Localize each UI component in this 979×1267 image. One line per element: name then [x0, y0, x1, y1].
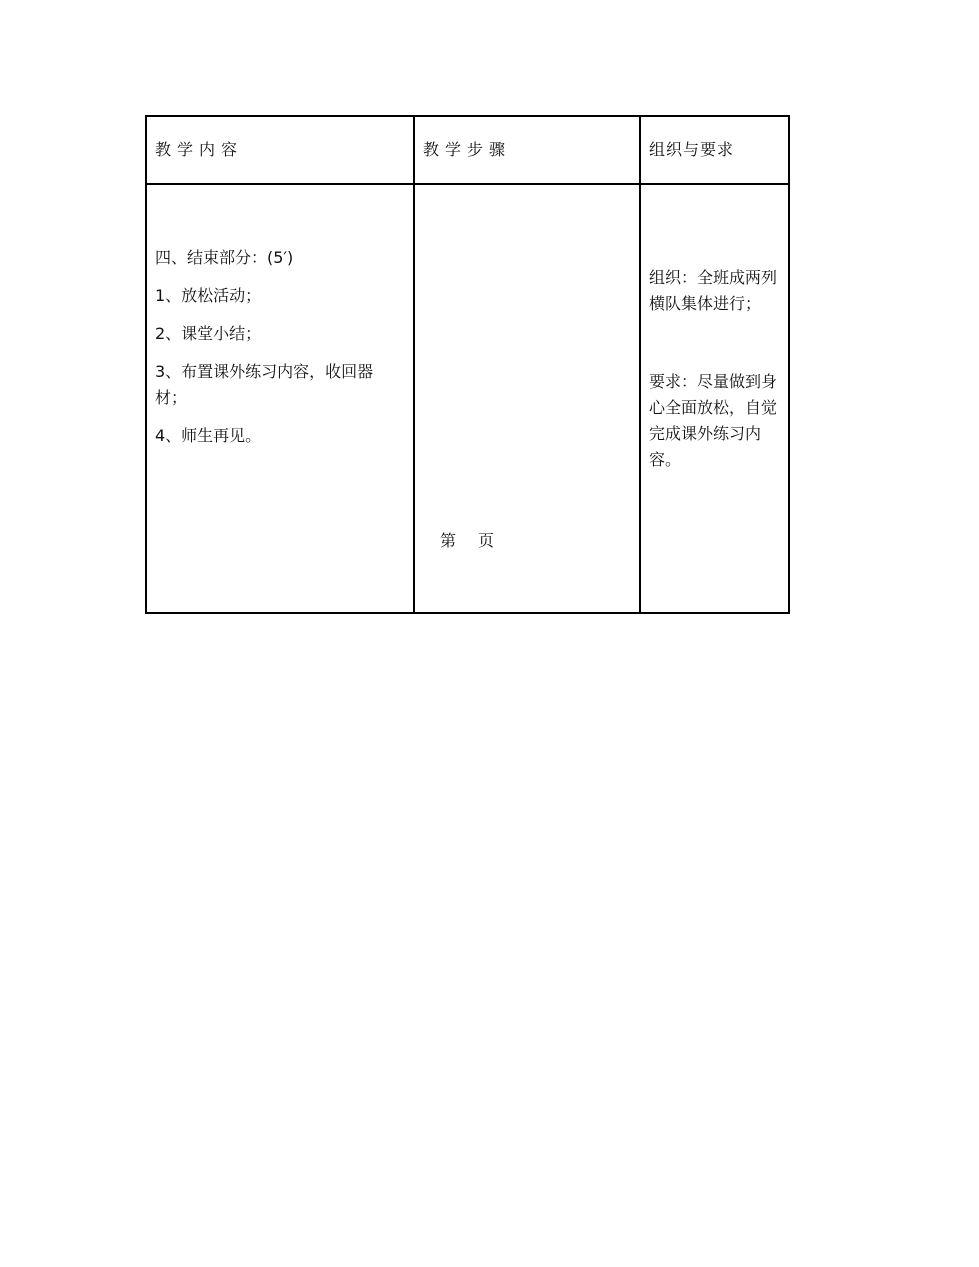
header-content-label: 教学内容 [155, 140, 244, 159]
page-footer [440, 530, 516, 552]
header-cell-organization [640, 116, 789, 184]
content-line: 四、结束部分：(5′) [155, 248, 294, 267]
table-header-row [146, 116, 789, 184]
organization-text: 组织：全班成两列横队集体进行； [649, 268, 778, 313]
content-line: 1、放松活动； [155, 286, 262, 305]
header-organization-label: 组织与要求 [649, 140, 735, 159]
footer-page-suffix: 页 [478, 531, 495, 550]
spacer [649, 317, 780, 369]
content-line: 4、师生再见。 [155, 426, 262, 445]
content-line: 3、布置课外练习内容，收回器材； [155, 362, 374, 407]
content-cell [146, 184, 414, 613]
requirement-text: 要求：尽量做到身心全面放松，自觉完成课外练习内容。 [649, 372, 778, 469]
header-cell-steps [414, 116, 640, 184]
content-line: 2、课堂小结； [155, 324, 262, 343]
header-steps-label: 教学步骤 [423, 140, 512, 159]
header-cell-content [146, 116, 414, 184]
organization-cell [640, 184, 789, 613]
footer-page-prefix: 第 [440, 531, 457, 550]
